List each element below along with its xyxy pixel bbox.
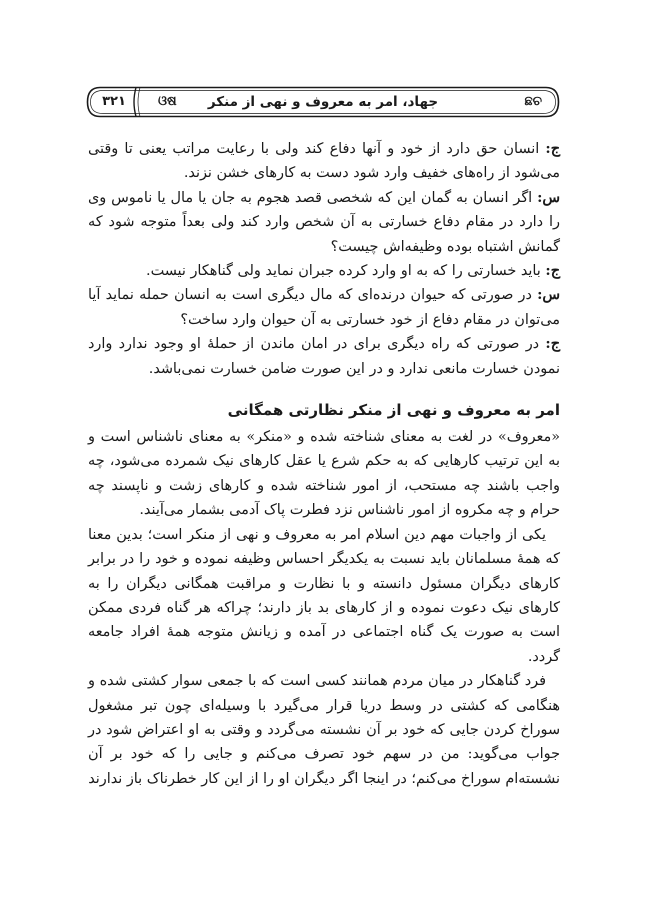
qa-answer-1: [88, 137, 560, 186]
running-header: [86, 86, 560, 118]
answer-text: باید خسارتی را که به او وارد کرده جبران نماید ولی گناهکار نیست.: [146, 263, 546, 280]
answer-label: ج:: [545, 262, 560, 280]
section-paragraph-3: فرد گناهکار در میان مردم همانند کسی است که با جمعی سوار کشتی شده و هنگامی که کشتی در وسط دریا قرار می‌گیرد با وسیله‌ای چون تبر مشغول سوراخ کردن جایی که خود بر آن نشسته می‌گردد و وقتی به او اعتراض شود در جواب می‌گوید: من در سهم خود تصرف می‌کنم و جایی را که خود بر آن نشسته‌ام سوراخ می‌کنم؛ در اینجا اگر دیگران او را از این کار خطرناک باز ندارند: [88, 673, 560, 787]
answer-label: ج:: [545, 335, 560, 353]
page-number: ۳۲۱: [102, 94, 126, 109]
page-title: جهاد، امر به معروف و نهی از منکر: [207, 94, 439, 110]
answer-text: انسان حق دارد از خود و آنها دفاع کند ولی با رعایت مراتب یعنی تا وقتی می‌شود از راه‌های خفیف وارد شود دست به کارهای خشن نزند.: [88, 141, 560, 182]
qa-answer-3: [88, 332, 560, 381]
qa-question-2: [88, 186, 560, 259]
qa-answer-2: [88, 259, 560, 283]
ornament-left-icon: ଓଷ: [158, 94, 177, 109]
question-label: س:: [537, 188, 560, 206]
ornament-right-icon: ଛଚ: [524, 94, 542, 109]
qa-question-3: [88, 283, 560, 332]
question-label: س:: [537, 286, 560, 304]
answer-label: ج:: [545, 140, 560, 157]
answer-text: در صورتی که راه دیگری برای در امان ماندن از حملهٔ او وجود ندارد وارد نمودن خسارت مانعی ندارد و در این صورت ضامن خسارت نمی‌باشد.: [88, 336, 560, 377]
section-heading: امر به معروف و نهی از منکر نظارتی همگانی: [227, 401, 560, 420]
section-paragraph-2: یکی از واجبات مهم دین اسلام امر به معروف و نهی از منکر است؛ بدین معنا که همهٔ مسلمانان باید نسبت به یکدیگر احساس وظیفه نموده و خود را در برابر کارهای دیگران مسئول دانسته و با نظارت و مراقبت همگانی دیگران را به کارهای نیک دعوت نموده و از کارهای بد باز دارند؛ چراکه هر گناه فردی ممکن است به صورت یک گناه اجتماعی در آمده و زیانش متوجه همهٔ افراد جامعه گردد.: [88, 526, 560, 665]
section-paragraph-1: «معروف» در لغت به معنای شناخته شده و «منکر» به معنای ناشناس است و به این ترتیب کارهایی که به حکم شرع یا عقل کارهای نیک شمرده می‌شود، چه واجب باشند چه مستحب، از امور شناخته شده و کارهای زشت و ناپسند چه حرام و چه مکروه از امور ناشناس نزد فطرت پاک آدمی بشمار می‌آیند.: [88, 429, 560, 519]
page-body: [88, 137, 560, 791]
question-text: در صورتی که حیوان درنده‌ای که مال دیگری است به انسان حمله نماید آیا می‌توان در مقام دفاع از خود خسارتی به آن حیوان وارد ساخت؟: [88, 287, 560, 328]
question-text: اگر انسان به گمان این که شخصی قصد هجوم به جان یا مال یا ناموس وی را دارد در مقام دفاع خسارتی به آن شخص وارد کند ولی بعداً متوجه شود که گمانش اشتباه بوده وظیفه‌اش چیست؟: [88, 189, 560, 255]
